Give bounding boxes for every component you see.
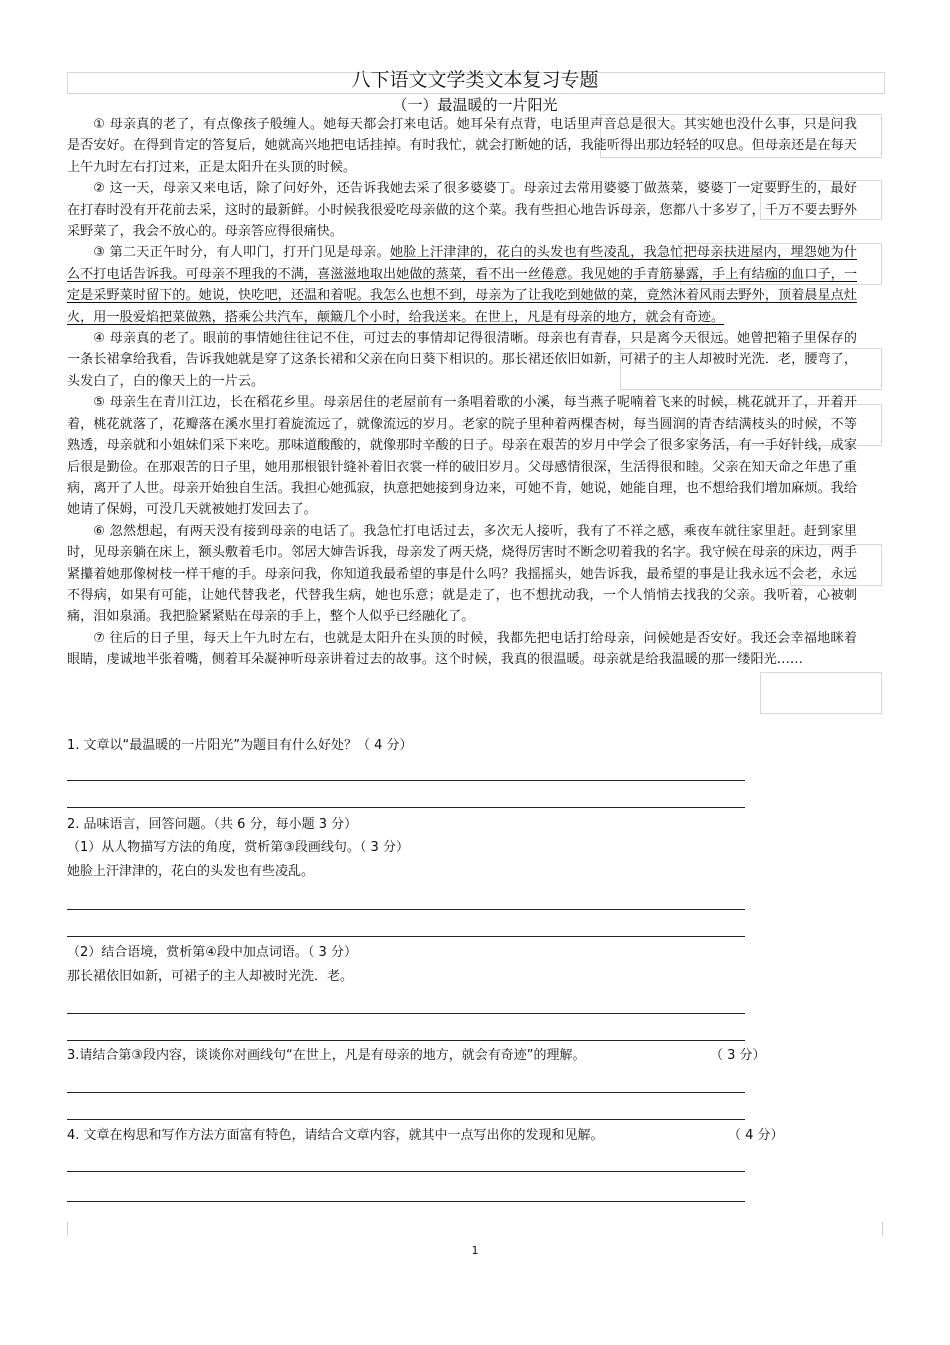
answer-line[interactable] [67,807,745,808]
question-2-1-quote: 她脸上汗津津的，花白的头发也有些凌乱。 [67,864,315,879]
paragraph-5: ⑤ 母亲生在青川江边，长在稻花乡里。母亲居住的老屋前有一条唱着歌的小溪，每当燕子呢喃着飞来的时候，桃花就开了，开着开着，桃花就落了，花瓣落在溪水里打着旋流远了，就像流远的岁月。老家的院子里种着两棵杏树，每当圆润的青杏结满枝头的时候，不等熟透，母亲就和小姐妹们采下来吃。那味道酸酸的，就像那时辛酸的日子。母亲在艰苦的岁月中学会了很多家务活，有一手好针线，成家后很是勤俭。在那艰苦的日子里，她用那根银针缝补着旧衣裳一样的破旧岁月。父母感情很深，生活得很和睦。父亲在知天命之年患了重病，离开了人世。母亲开始独自生活。我担心她孤寂，执意把她接到身边来，可她不肯，她说，她能自理，也不想给我们增加麻烦。我给她请了保姆，可没几天就被她打发回去了。 [67,395,857,518]
paragraph-2: ② 这一天，母亲又来电话，除了问好外，还告诉我她去采了很多婆婆丁。母亲过去常用婆婆丁做蒸菜，婆婆丁一定要野生的，最好在打春时没有开花前去采，这时的最新鲜。小时候我很爱吃母亲做的这个菜。我有些担心地告诉母亲，您都八十多岁了，千万不要去野外采野菜了，我会不放心的。母亲答应得很痛快。 [67,181,857,240]
question-2: 2. 品味语言，回答问题。（共 6 分，每小题 3 分） [67,817,358,832]
question-1: 1. 文章以“最温暖的一片阳光”为题目有什么好处？（ 4 分） [67,738,413,753]
answer-line[interactable] [67,936,745,937]
paragraph-6: ⑥ 忽然想起，有两天没有接到母亲的电话了。我急忙打电话过去，多次无人接听，我有了不祥之感，乘夜车就往家里赶。赶到家里时，见母亲躺在床上，额头敷着毛巾。邻居大婶告诉我，母亲发了两天烧，烧得厉害时不断念叨着我的名字。我守候在母亲的床边，两手紧攥着她那像树枝一样干瘪的手。母亲问我，你知道我最希望的事是什么吗？我摇摇头，她告诉我，最希望的事是让我永远不会老，永远不得病，如果有可能，让她代替我老，代替我生病，她也乐意；就是走了，也不想扰动我，一个人悄悄去找我的父亲。我听着，心被刺痛，泪如泉涌。我把脸紧紧贴在母亲的手上，整个人似乎已经融化了。 [67,523,857,625]
underlined-sentence: 她脸上汗津津的，花白的头发也有些凌乱，我急忙把母亲扶进屋内，埋怨她为什么不打电话告诉我。可母亲不理我的不满，喜滋滋地取出她做的蒸菜，看不出一丝倦意。我见她的手青筋暴露，手上有结痂的血口子，一定是采野菜时留下的。她说，快吃吧，还温和着呢。我怎么也想不到，母亲为了让我吃到她做的菜，竟然沐着风雨去野外，顶着晨星点灶火，用一股爱焰把菜做熟，搭乘公共汽车，颠簸几个小时，给我送来。 [67,245,857,325]
page-number: 1 [471,1244,479,1257]
paragraph-1: ① 母亲真的老了，有点像孩子般缠人。她每天都会打来电话。她耳朵有点背，电话里声音总是很大。其实她也没什么事，只是问我是否安好。在得到肯定的答复后，她就高兴地把电话挂掉。有时我忙，就会打断她的话，我能听得出那边轻轻的叹息。但母亲还是在每天上午九时左右打过来，正是太阳升在头顶的时候。 [67,117,857,175]
answer-line[interactable] [67,1171,745,1172]
question-4-score: （ 4 分） [728,1128,784,1143]
question-2-2: （2）结合语境，赏析第④段中加点词语。（ 3 分） [67,945,357,960]
answer-line[interactable] [67,1092,745,1093]
scan-frame [760,672,882,714]
question-4: 4. 文章在构思和写作方法方面富有特色，请结合文章内容，就其中一点写出你的发现和见解。 [67,1128,604,1143]
paragraph-7: ⑦ 往后的日子里，每天上午九时左右，也就是太阳升在头顶的时候，我都先把电话打给母亲，问候她是否安好。我还会幸福地眯着眼睛，虔诚地半张着嘴，侧着耳朵凝神听母亲讲着过去的故事。这个时候，我真的很温暖。母亲就是给我温暖的那一缕阳光…… [67,630,857,668]
scan-mark [67,1222,68,1236]
paragraph-3 [67,242,857,328]
answer-line[interactable] [67,780,745,781]
question-3: 3.请结合第③段内容，谈谈你对画线句“在世上，凡是有母亲的地方，就会有奇迹”的理解。 [67,1048,586,1063]
page-title: 八下语文文学类文本复习专题 [351,69,599,91]
article-title: （一）最温暖的一片阳光 [392,96,558,114]
underlined-miracle-sentence: 在世上，凡是有母亲的地方，就会有奇迹。 [474,309,725,325]
answer-line[interactable] [67,1201,745,1202]
scan-mark [882,1222,883,1236]
paragraph-4: ④ 母亲真的老了。眼前的事情她往往记不住，可过去的事情却记得很清晰。母亲也有青春，只是离今天很远。她曾把箱子里保存的一条长裙拿给我看，告诉我她就是穿了这条长裙和父亲在向日葵下相识的。那长裙还依旧如新，可裙子的主人却被时光洗．老，腰弯了，头发白了，白的像天上的一片云。 [67,331,857,389]
answer-line[interactable] [67,909,745,910]
article-body [67,114,857,671]
paragraph-3-start: ③ 第二天正午时分，有人叩门，打开门见是母亲。 [93,245,390,261]
question-2-2-quote: 那长裙依旧如新，可裙子的主人却被时光洗．老。 [67,969,354,984]
answer-line[interactable] [67,1013,745,1014]
answer-line[interactable] [67,1119,745,1120]
answer-line[interactable] [67,1040,745,1041]
question-2-1: （1）从人物描写方法的角度，赏析第③段画线句。（ 3 分） [67,840,409,855]
question-3-score: （ 3 分） [710,1048,766,1063]
